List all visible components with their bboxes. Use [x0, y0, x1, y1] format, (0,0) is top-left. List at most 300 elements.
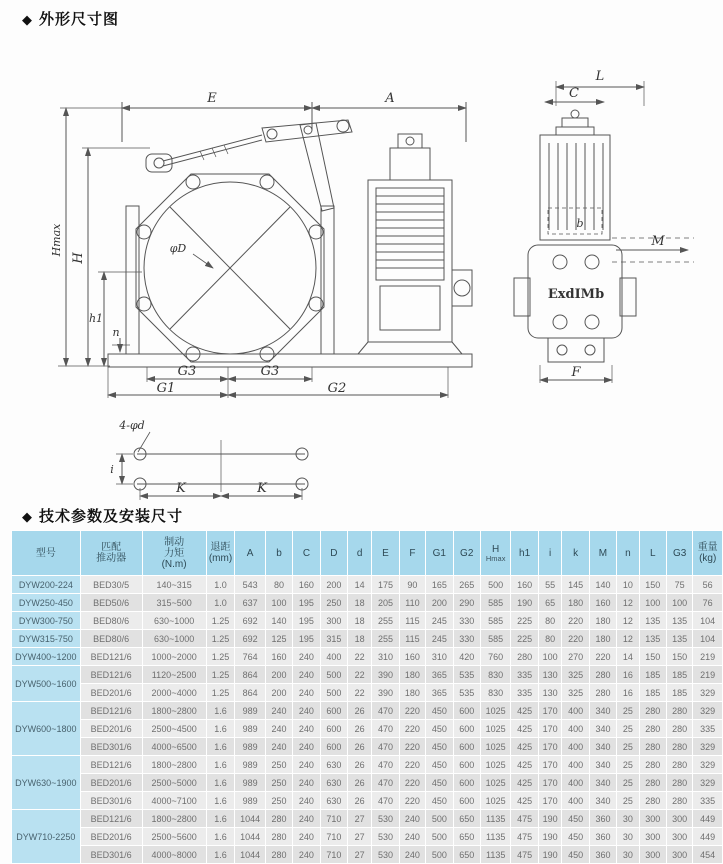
table-cell: 25: [617, 720, 639, 738]
table-cell: 1.6: [206, 846, 235, 864]
table-cell: BED301/6: [80, 792, 142, 810]
table-cell: 80: [265, 576, 292, 594]
table-cell: 1044: [235, 810, 265, 828]
dim-label-b: b: [576, 217, 584, 230]
column-header: G3: [666, 531, 692, 576]
table-cell: 4000~7100: [142, 792, 206, 810]
table-cell: 250: [265, 774, 292, 792]
table-cell: 185: [639, 666, 666, 684]
column-header: d: [348, 531, 372, 576]
table-cell: 135: [639, 612, 666, 630]
table-cell: 400: [562, 738, 589, 756]
table-cell: 630~1000: [142, 612, 206, 630]
table-cell: 104: [693, 630, 723, 648]
table-cell: 360: [589, 828, 616, 846]
table-cell: 140~315: [142, 576, 206, 594]
table-cell: 185: [666, 666, 692, 684]
table-cell: 240: [265, 720, 292, 738]
table-cell: 1.6: [206, 720, 235, 738]
column-header: 制动 力矩 (N.m): [142, 531, 206, 576]
table-cell: 280: [666, 738, 692, 756]
table-cell: 760: [480, 648, 510, 666]
table-cell: 450: [562, 846, 589, 864]
table-cell: 329: [693, 684, 723, 702]
table-cell: 220: [562, 612, 589, 630]
table-cell: 219: [693, 648, 723, 666]
table-cell: BED201/6: [80, 828, 142, 846]
table-cell: 185: [639, 684, 666, 702]
table-cell: 692: [235, 630, 265, 648]
table-cell: 475: [511, 810, 538, 828]
table-cell: 400: [562, 774, 589, 792]
table-cell: 585: [480, 612, 510, 630]
table-cell: 630: [320, 756, 347, 774]
table-cell: 329: [693, 756, 723, 774]
table-cell: 864: [235, 666, 265, 684]
table-cell: 280: [589, 684, 616, 702]
table-cell: 25: [617, 738, 639, 756]
table-cell: 265: [453, 576, 480, 594]
dim-label-l: L: [595, 69, 605, 84]
column-header: b: [265, 531, 292, 576]
table-cell: 205: [372, 594, 399, 612]
table-cell: BED80/6: [80, 612, 142, 630]
table-cell: 25: [617, 756, 639, 774]
table-cell: 425: [511, 738, 538, 756]
table-cell: 470: [372, 738, 399, 756]
table-cell: 600: [320, 702, 347, 720]
table-cell: 710: [320, 846, 347, 864]
model-cell: DYW710-2250: [12, 810, 81, 864]
dim-label-i: i: [110, 463, 114, 476]
table-cell: 280: [639, 756, 666, 774]
table-cell: 1.0: [206, 594, 235, 612]
dim-label-k-right: K: [257, 481, 267, 496]
diamond-icon: ◆: [22, 12, 33, 27]
table-cell: 18: [348, 630, 372, 648]
table-cell: 250: [320, 594, 347, 612]
table-cell: 80: [538, 630, 562, 648]
column-header: 退距 (mm): [206, 531, 235, 576]
model-cell: DYW200-224: [12, 576, 81, 594]
dim-label-m: M: [651, 234, 665, 249]
table-cell: 130: [538, 666, 562, 684]
table-cell: 280: [265, 810, 292, 828]
table-cell: 329: [693, 702, 723, 720]
table-cell: 76: [693, 594, 723, 612]
model-cell: DYW300-750: [12, 612, 81, 630]
table-cell: 280: [511, 648, 538, 666]
table-cell: 450: [562, 810, 589, 828]
explosion-proof-marking: ExdIMb: [547, 287, 605, 302]
table-cell: 989: [235, 792, 265, 810]
table-cell: 600: [453, 792, 480, 810]
table-cell: 240: [399, 810, 425, 828]
model-cell: DYW315-750: [12, 630, 81, 648]
column-header: 重量 (kg): [693, 531, 723, 576]
model-cell: DYW400~1200: [12, 648, 81, 666]
table-cell: 280: [639, 792, 666, 810]
table-cell: BED121/6: [80, 702, 142, 720]
table-row: [12, 594, 723, 612]
table-cell: 600: [320, 720, 347, 738]
table-cell: 500: [426, 846, 453, 864]
table-cell: 650: [453, 846, 480, 864]
table-cell: 425: [511, 702, 538, 720]
table-cell: BED201/6: [80, 720, 142, 738]
header-row: [12, 531, 723, 576]
table-cell: 150: [639, 576, 666, 594]
table-cell: 300: [639, 810, 666, 828]
table-cell: 90: [399, 576, 425, 594]
table-cell: 240: [293, 792, 320, 810]
table-cell: 315: [320, 630, 347, 648]
table-cell: BED30/5: [80, 576, 142, 594]
table-cell: 1025: [480, 702, 510, 720]
table-cell: 240: [293, 846, 320, 864]
table-cell: 220: [562, 630, 589, 648]
dim-label-k-left: K: [176, 481, 186, 496]
table-cell: 300: [639, 828, 666, 846]
table-cell: 170: [538, 792, 562, 810]
table-cell: 710: [320, 828, 347, 846]
table-cell: 450: [426, 774, 453, 792]
table-cell: 14: [617, 648, 639, 666]
table-cell: 390: [372, 684, 399, 702]
table-cell: 30: [617, 828, 639, 846]
table-cell: 170: [538, 756, 562, 774]
column-header: n: [617, 531, 639, 576]
table-cell: 290: [453, 594, 480, 612]
table-cell: 185: [666, 684, 692, 702]
column-header: i: [538, 531, 562, 576]
dim-label-n: n: [112, 326, 120, 339]
table-cell: 1000~2000: [142, 648, 206, 666]
table-cell: 27: [348, 810, 372, 828]
table-row: [12, 684, 723, 702]
table-cell: 220: [399, 792, 425, 810]
column-header: H Hmax: [480, 531, 510, 576]
model-cell: DYW250-450: [12, 594, 81, 612]
model-cell: DYW600~1800: [12, 702, 81, 756]
table-cell: 26: [348, 756, 372, 774]
table-cell: 500: [426, 828, 453, 846]
table-cell: 150: [639, 648, 666, 666]
dim-label-g3-right: G3: [260, 364, 280, 379]
table-cell: 100: [639, 594, 666, 612]
table-cell: 104: [693, 612, 723, 630]
table-cell: 175: [372, 576, 399, 594]
table-row: [12, 792, 723, 810]
table-cell: 300: [666, 828, 692, 846]
table-cell: 240: [293, 810, 320, 828]
table-cell: 240: [293, 702, 320, 720]
table-cell: 25: [617, 702, 639, 720]
table-cell: 2500~4500: [142, 720, 206, 738]
table-cell: 25: [617, 792, 639, 810]
table-cell: 280: [639, 774, 666, 792]
table-cell: 1.6: [206, 810, 235, 828]
table-cell: 600: [453, 774, 480, 792]
table-cell: 450: [562, 828, 589, 846]
table-cell: 26: [348, 792, 372, 810]
column-header: 匹配 推动器: [80, 531, 142, 576]
table-cell: 400: [562, 756, 589, 774]
table-cell: 30: [617, 846, 639, 864]
table-cell: 280: [265, 846, 292, 864]
table-cell: 454: [693, 846, 723, 864]
table-cell: 220: [589, 648, 616, 666]
column-header: h1: [511, 531, 538, 576]
table-cell: 25: [617, 774, 639, 792]
table-cell: 340: [589, 738, 616, 756]
table-cell: 180: [562, 594, 589, 612]
dim-label-holes: 4-φd: [119, 419, 145, 432]
table-cell: 245: [426, 630, 453, 648]
table-cell: 300: [666, 846, 692, 864]
table-cell: 165: [426, 576, 453, 594]
table-cell: 145: [562, 576, 589, 594]
table-cell: 450: [426, 738, 453, 756]
table-cell: BED301/6: [80, 846, 142, 864]
table-row: [12, 810, 723, 828]
table-cell: 692: [235, 612, 265, 630]
table-cell: 600: [453, 702, 480, 720]
column-header: 型号: [12, 531, 81, 576]
table-cell: 1135: [480, 846, 510, 864]
table-cell: 4000~8000: [142, 846, 206, 864]
table-cell: 135: [639, 630, 666, 648]
table-cell: 240: [293, 738, 320, 756]
table-cell: 16: [617, 684, 639, 702]
table-cell: 75: [666, 576, 692, 594]
side-view: [514, 81, 694, 383]
table-cell: 26: [348, 720, 372, 738]
table-cell: BED80/6: [80, 630, 142, 648]
table-cell: 360: [589, 846, 616, 864]
table-cell: 1.6: [206, 738, 235, 756]
table-cell: 450: [426, 720, 453, 738]
table-cell: 310: [426, 648, 453, 666]
table-cell: 170: [538, 738, 562, 756]
table-cell: 18: [348, 594, 372, 612]
table-cell: 600: [453, 756, 480, 774]
front-view: [58, 102, 472, 398]
table-cell: 989: [235, 720, 265, 738]
table-cell: 100: [666, 594, 692, 612]
table-cell: 195: [293, 612, 320, 630]
table-cell: 135: [666, 630, 692, 648]
table-cell: 449: [693, 828, 723, 846]
table-cell: 26: [348, 774, 372, 792]
table-cell: 329: [693, 738, 723, 756]
table-cell: 449: [693, 810, 723, 828]
table-cell: 1800~2800: [142, 702, 206, 720]
table-cell: 1.6: [206, 828, 235, 846]
table-cell: 150: [666, 648, 692, 666]
section-title-text: 外形尺寸图: [39, 11, 120, 28]
table-cell: 140: [589, 576, 616, 594]
table-cell: 130: [538, 684, 562, 702]
table-cell: 30: [617, 810, 639, 828]
table-cell: 190: [511, 594, 538, 612]
table-cell: 2500~5600: [142, 828, 206, 846]
table-cell: 240: [265, 702, 292, 720]
table-cell: 450: [426, 702, 453, 720]
table-cell: 530: [372, 810, 399, 828]
table-cell: 340: [589, 702, 616, 720]
table-cell: 1044: [235, 846, 265, 864]
spec-table-head: [12, 531, 723, 576]
table-cell: 280: [639, 702, 666, 720]
table-cell: 255: [372, 612, 399, 630]
table-row: [12, 648, 723, 666]
table-cell: 270: [562, 648, 589, 666]
table-cell: 1.25: [206, 612, 235, 630]
table-cell: 1.25: [206, 648, 235, 666]
diamond-icon: ◆: [22, 509, 33, 524]
table-cell: 335: [693, 720, 723, 738]
column-header: F: [399, 531, 425, 576]
dim-label-g3-left: G3: [177, 364, 197, 379]
table-cell: BED121/6: [80, 648, 142, 666]
table-cell: 220: [399, 738, 425, 756]
table-cell: 80: [538, 612, 562, 630]
table-cell: 180: [399, 684, 425, 702]
dim-label-hmax: Hmax: [50, 223, 63, 257]
table-cell: 240: [293, 720, 320, 738]
table-cell: 470: [372, 702, 399, 720]
table-cell: 300: [639, 846, 666, 864]
table-cell: 989: [235, 774, 265, 792]
table-cell: 400: [562, 720, 589, 738]
column-header: L: [639, 531, 666, 576]
column-header: k: [562, 531, 589, 576]
table-row: [12, 576, 723, 594]
table-cell: 500: [426, 810, 453, 828]
table-cell: 425: [511, 792, 538, 810]
table-cell: 365: [426, 666, 453, 684]
table-cell: 400: [562, 792, 589, 810]
table-cell: 530: [372, 846, 399, 864]
table-cell: 26: [348, 738, 372, 756]
table-cell: 280: [639, 738, 666, 756]
table-cell: 225: [511, 630, 538, 648]
table-cell: 220: [399, 756, 425, 774]
table-cell: 240: [293, 828, 320, 846]
table-cell: 115: [399, 612, 425, 630]
table-cell: 135: [666, 612, 692, 630]
table-cell: 500: [480, 576, 510, 594]
table-cell: 250: [265, 792, 292, 810]
table-cell: 170: [538, 720, 562, 738]
table-cell: 543: [235, 576, 265, 594]
table-cell: 1025: [480, 720, 510, 738]
table-cell: 1800~2800: [142, 810, 206, 828]
dim-label-a: A: [385, 91, 395, 106]
dim-label-c: C: [569, 86, 579, 101]
column-header: E: [372, 531, 399, 576]
table-cell: 500: [320, 666, 347, 684]
column-header: C: [293, 531, 320, 576]
table-cell: 329: [693, 774, 723, 792]
table-row: [12, 756, 723, 774]
table-cell: 27: [348, 828, 372, 846]
table-cell: 470: [372, 774, 399, 792]
column-header: A: [235, 531, 265, 576]
table-cell: 450: [426, 792, 453, 810]
table-cell: 1.25: [206, 630, 235, 648]
table-cell: 280: [666, 774, 692, 792]
table-cell: 1.0: [206, 576, 235, 594]
table-cell: 219: [693, 666, 723, 684]
dim-label-h1: h1: [88, 312, 104, 325]
table-cell: 470: [372, 792, 399, 810]
table-cell: 2500~5000: [142, 774, 206, 792]
table-cell: 225: [511, 612, 538, 630]
table-cell: 240: [293, 666, 320, 684]
table-cell: 245: [426, 612, 453, 630]
table-cell: 830: [480, 666, 510, 684]
model-cell: DYW630~1900: [12, 756, 81, 810]
column-header: D: [320, 531, 347, 576]
table-cell: 255: [372, 630, 399, 648]
table-cell: 330: [453, 612, 480, 630]
table-cell: 420: [453, 648, 480, 666]
table-row: [12, 774, 723, 792]
table-cell: 180: [589, 612, 616, 630]
table-cell: 200: [426, 594, 453, 612]
table-cell: 125: [265, 630, 292, 648]
dim-label-phi-d: φD: [169, 242, 187, 255]
table-row: [12, 828, 723, 846]
table-cell: 110: [399, 594, 425, 612]
table-cell: 390: [372, 666, 399, 684]
table-cell: 190: [538, 846, 562, 864]
table-cell: 220: [399, 720, 425, 738]
table-cell: 535: [453, 684, 480, 702]
table-cell: 26: [348, 702, 372, 720]
table-cell: 170: [538, 702, 562, 720]
table-cell: 335: [511, 684, 538, 702]
table-cell: 1025: [480, 774, 510, 792]
dim-label-f: F: [571, 365, 581, 380]
table-cell: 240: [399, 828, 425, 846]
table-cell: 325: [562, 684, 589, 702]
table-cell: 4000~6500: [142, 738, 206, 756]
table-cell: 500: [320, 684, 347, 702]
table-row: [12, 720, 723, 738]
table-cell: 1800~2800: [142, 756, 206, 774]
table-cell: 160: [293, 576, 320, 594]
table-cell: 864: [235, 684, 265, 702]
table-cell: 240: [293, 684, 320, 702]
table-cell: 160: [399, 648, 425, 666]
table-cell: 22: [348, 648, 372, 666]
table-cell: 280: [666, 702, 692, 720]
table-cell: 400: [320, 648, 347, 666]
table-cell: 475: [511, 828, 538, 846]
spec-table: [11, 530, 723, 864]
table-cell: 280: [666, 792, 692, 810]
table-cell: 250: [265, 756, 292, 774]
table-cell: 12: [617, 594, 639, 612]
table-cell: 450: [426, 756, 453, 774]
section-title-outline: [22, 8, 119, 29]
spec-table-body: [12, 576, 723, 864]
table-cell: 1120~2500: [142, 666, 206, 684]
table-cell: 2000~4000: [142, 684, 206, 702]
